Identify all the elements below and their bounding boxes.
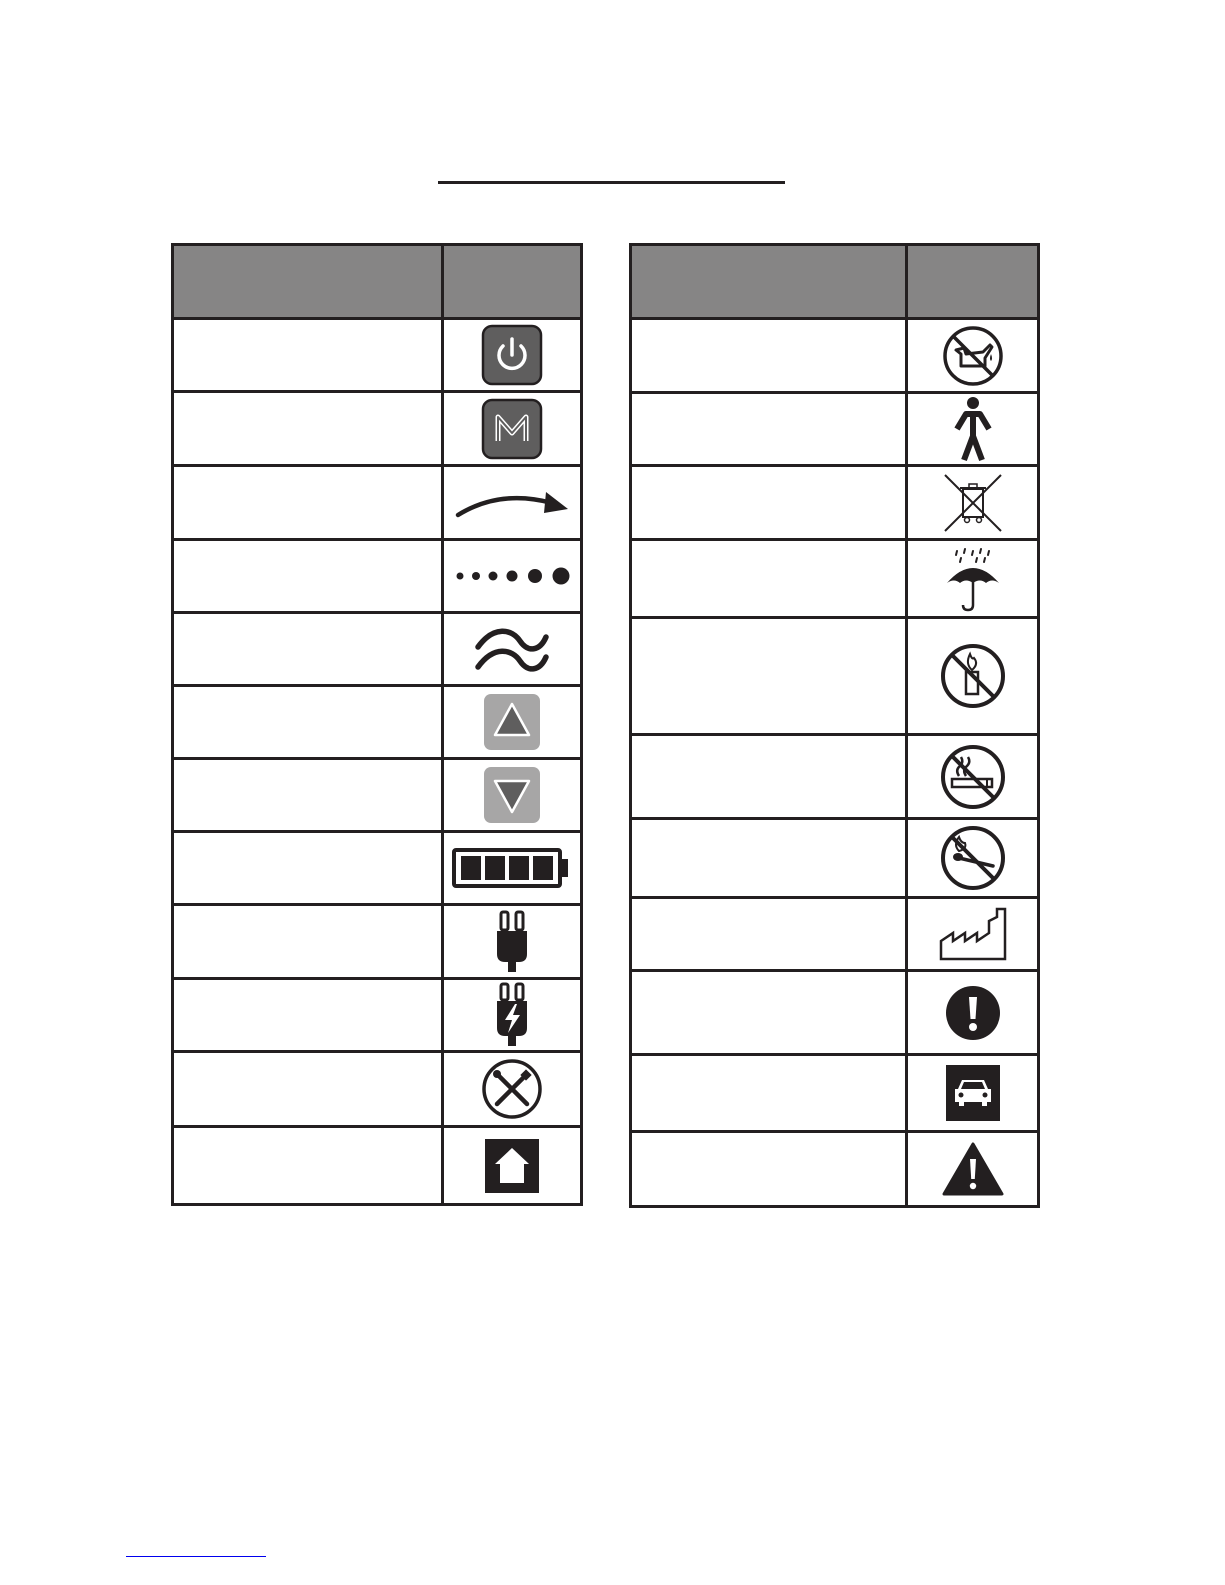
row-description bbox=[173, 613, 443, 686]
row-description bbox=[631, 466, 907, 540]
plug-icon bbox=[492, 910, 532, 974]
row-description bbox=[631, 1132, 907, 1207]
row-description bbox=[173, 466, 443, 540]
type-b-applied-part-icon bbox=[952, 396, 994, 462]
symbol-header bbox=[907, 245, 1039, 319]
down-button-icon bbox=[483, 766, 541, 824]
caution-circle-icon bbox=[945, 985, 1001, 1041]
no-open-flame-icon bbox=[939, 642, 1007, 710]
row-description bbox=[631, 540, 907, 618]
table-header-row bbox=[631, 245, 1039, 319]
curved-arrow-icon bbox=[452, 483, 572, 523]
no-tools-icon bbox=[480, 1057, 544, 1121]
table-row bbox=[631, 466, 1039, 540]
table-row bbox=[173, 319, 582, 392]
no-smoking-icon bbox=[939, 743, 1007, 811]
indoor-use-icon bbox=[485, 1139, 539, 1193]
row-description bbox=[173, 1127, 443, 1205]
row-description bbox=[631, 735, 907, 819]
row-description bbox=[173, 979, 443, 1052]
table-row bbox=[173, 1127, 582, 1205]
right-symbol-table bbox=[629, 243, 1040, 1208]
no-oil-icon bbox=[941, 324, 1005, 388]
manufacturer-icon bbox=[937, 905, 1009, 963]
warning-triangle-icon bbox=[941, 1141, 1005, 1197]
description-header bbox=[173, 245, 443, 319]
table-row bbox=[631, 735, 1039, 819]
table-row bbox=[173, 832, 582, 905]
table-row bbox=[173, 613, 582, 686]
left-symbol-table bbox=[171, 243, 583, 1206]
wave-icon bbox=[472, 623, 552, 675]
no-matches-icon bbox=[939, 824, 1007, 892]
table-row bbox=[631, 1055, 1039, 1132]
row-description bbox=[631, 819, 907, 898]
table-row bbox=[631, 1132, 1039, 1207]
memory-button-icon bbox=[481, 398, 543, 460]
table-row bbox=[631, 393, 1039, 466]
table-row bbox=[173, 905, 582, 979]
title-underline bbox=[438, 181, 785, 184]
row-description bbox=[173, 759, 443, 832]
table-row bbox=[173, 540, 582, 613]
weee-bin-icon bbox=[943, 473, 1003, 533]
table-row bbox=[631, 319, 1039, 393]
row-description bbox=[631, 618, 907, 735]
keep-dry-icon bbox=[943, 545, 1003, 613]
symbol-header bbox=[443, 245, 582, 319]
table-row bbox=[631, 971, 1039, 1055]
power-button-icon bbox=[481, 324, 543, 386]
row-description bbox=[173, 319, 443, 392]
row-description bbox=[173, 686, 443, 759]
table-header-row bbox=[173, 245, 582, 319]
up-button-icon bbox=[483, 693, 541, 751]
table-row bbox=[631, 819, 1039, 898]
row-description bbox=[173, 1052, 443, 1127]
increasing-dots-icon bbox=[452, 564, 572, 588]
table-row bbox=[631, 618, 1039, 735]
vehicle-use-icon bbox=[946, 1065, 1000, 1121]
row-description bbox=[173, 905, 443, 979]
table-row bbox=[173, 759, 582, 832]
row-description bbox=[173, 832, 443, 905]
charging-plug-icon bbox=[492, 982, 532, 1048]
row-description bbox=[173, 540, 443, 613]
table-row bbox=[173, 686, 582, 759]
description-header bbox=[631, 245, 907, 319]
table-row bbox=[631, 540, 1039, 618]
row-description bbox=[631, 319, 907, 393]
row-description bbox=[631, 1055, 907, 1132]
table-row bbox=[173, 466, 582, 540]
table-row bbox=[173, 1052, 582, 1127]
row-description bbox=[173, 392, 443, 466]
row-description bbox=[631, 898, 907, 971]
table-row bbox=[173, 392, 582, 466]
footer-link[interactable] bbox=[126, 1556, 266, 1557]
row-description bbox=[631, 971, 907, 1055]
table-row bbox=[631, 898, 1039, 971]
battery-full-icon bbox=[451, 847, 573, 889]
table-row bbox=[173, 979, 582, 1052]
row-description bbox=[631, 393, 907, 466]
